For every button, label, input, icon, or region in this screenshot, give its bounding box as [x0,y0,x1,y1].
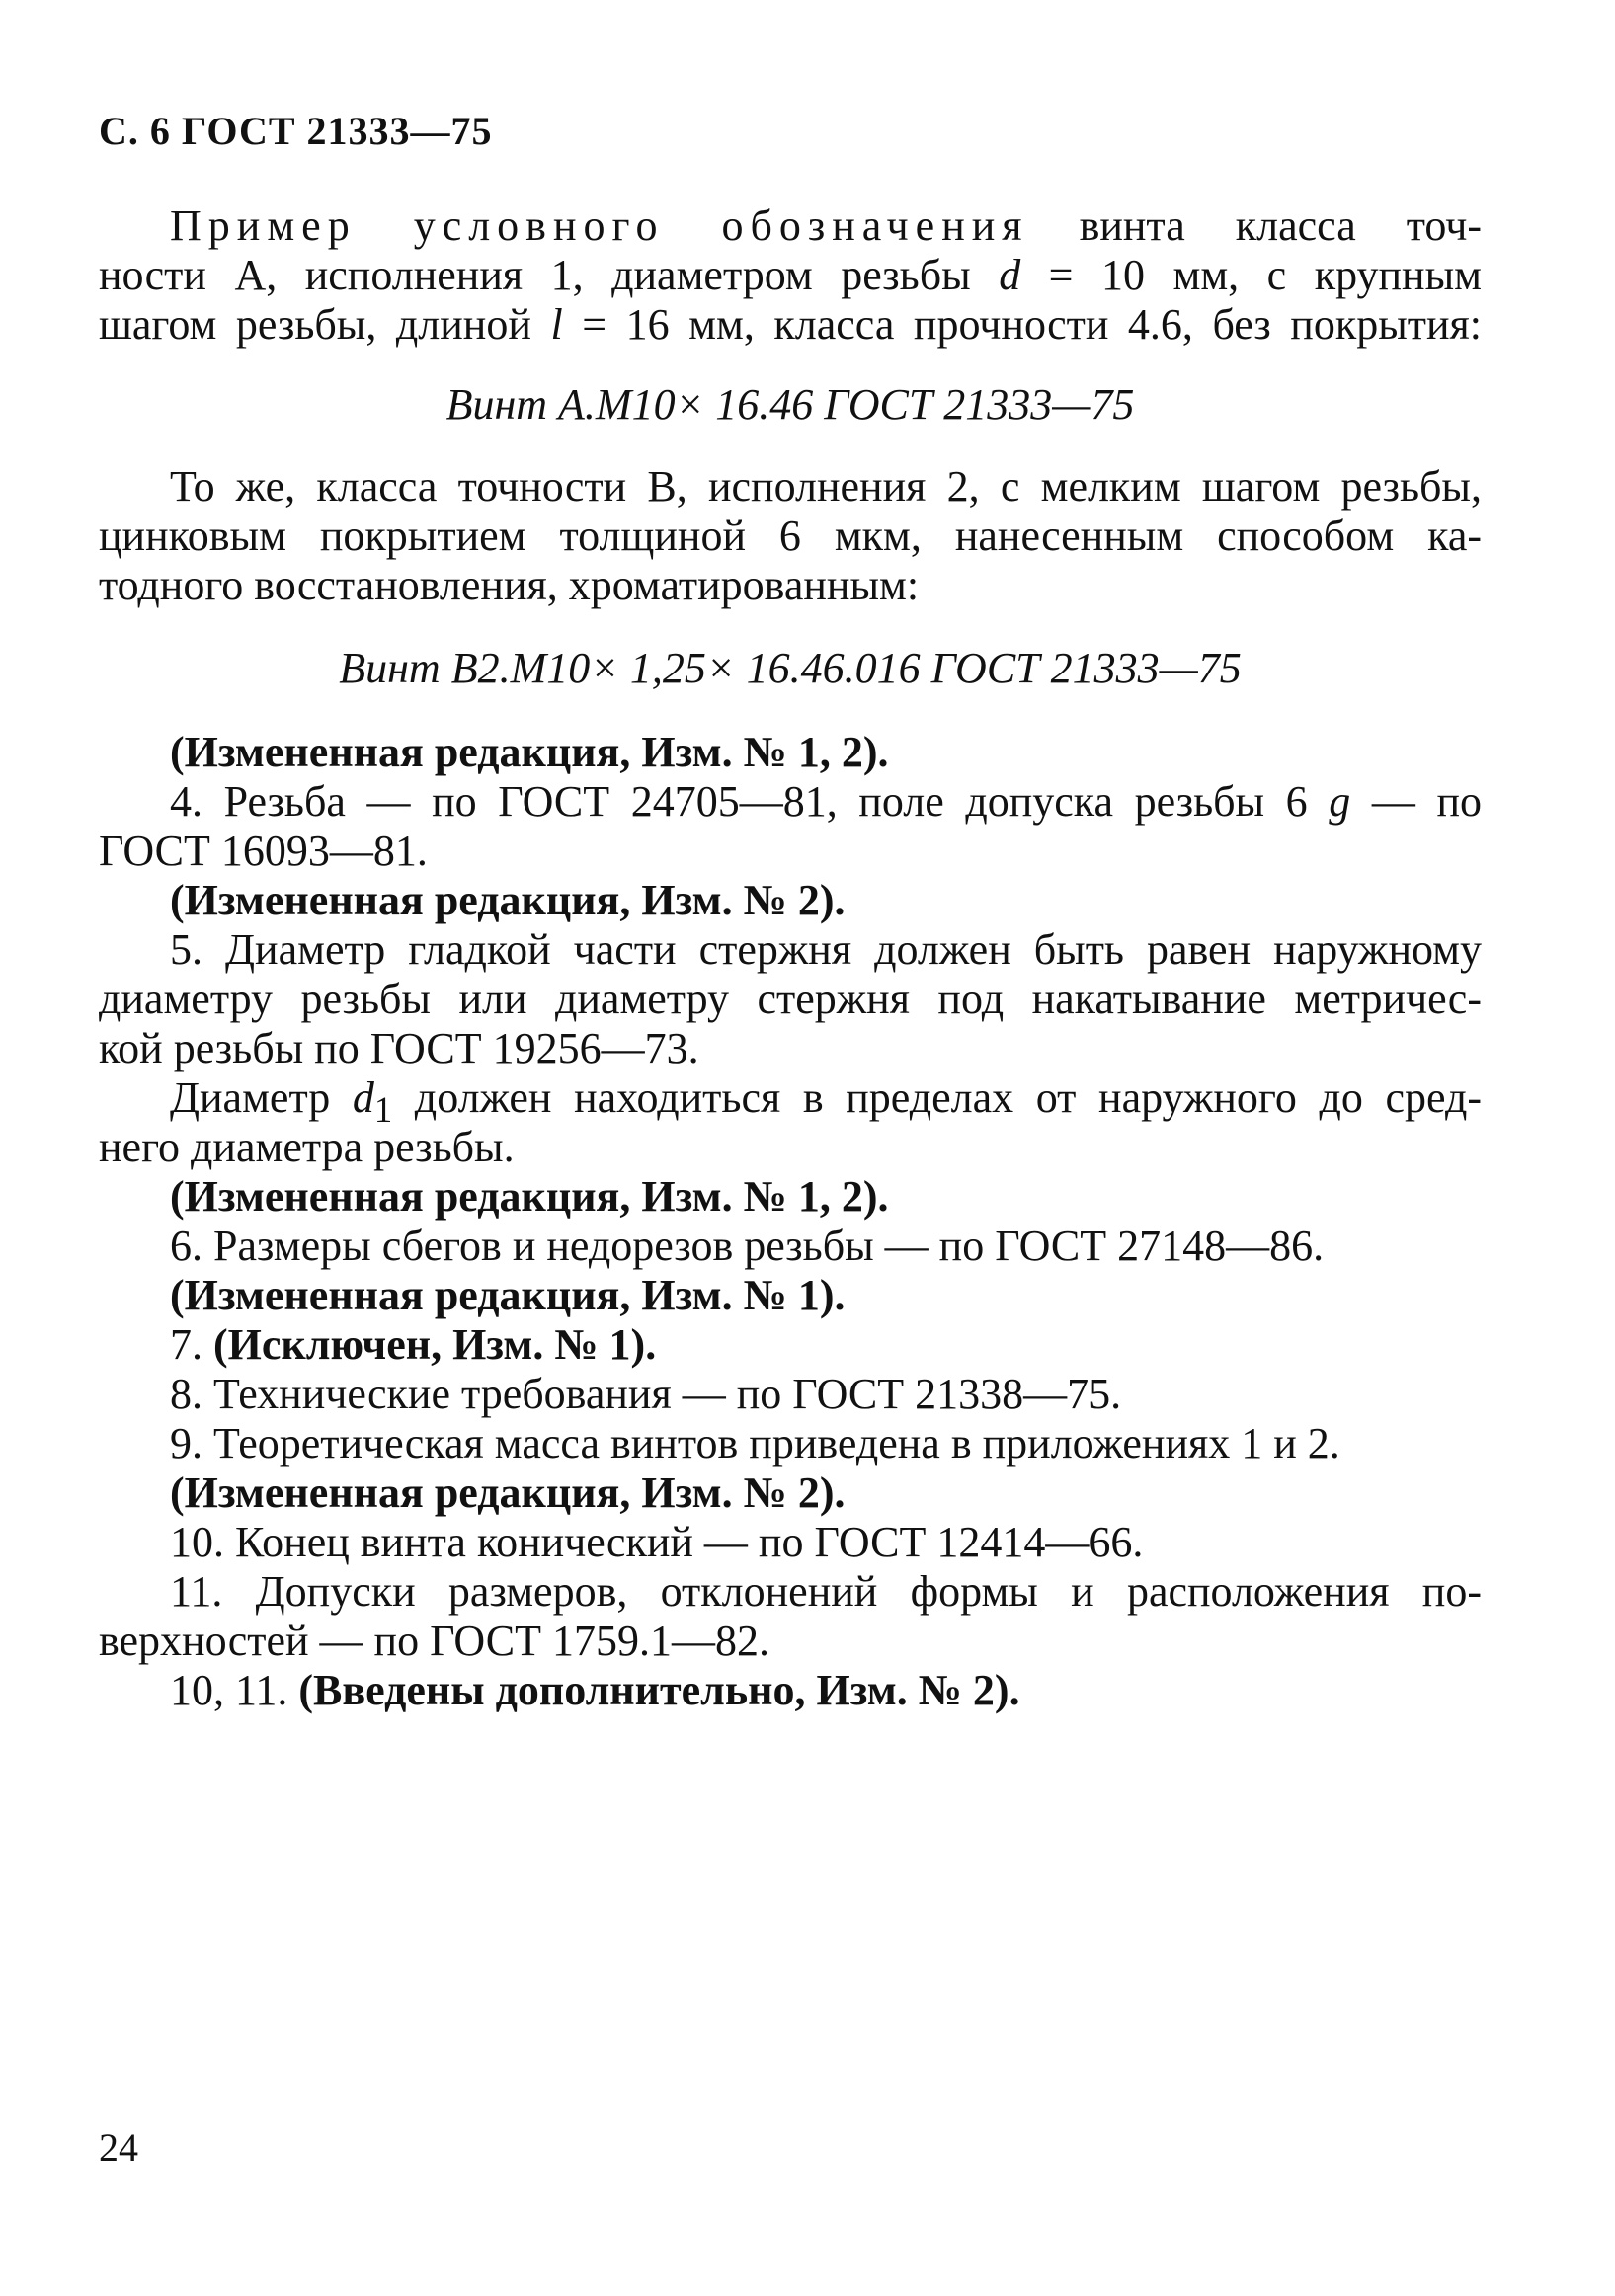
clause-6: 6. Размеры сбегов и недорезов резьбы — по ГОСТ 27148—86. [170,1222,1325,1270]
designation-example-1 [99,380,1482,430]
clause-4-line-1 [170,777,1482,827]
clause-5-line-1: 5. Диаметр гладкой части стержня должен быть равен наружному [170,925,1482,974]
page-number: 24 [99,2125,138,2170]
variable-g: g [1329,777,1351,826]
clause-11-line-1: 11. Допуски размеров, отклонений формы и расположения по- [170,1567,1482,1616]
designation-text: Винт В2.М10× 1,25× 16.46.016 ГОСТ 21333—75 [339,644,1242,692]
clause-11-line-2: верхностей — по ГОСТ 1759.1—82. [99,1617,769,1665]
clause-4-line-2: ГОСТ 16093—81. [99,827,428,875]
text-fragment: шагом резьбы, длиной [99,300,551,349]
example2-line-3: тодного восстановления, хроматированным: [99,561,920,609]
example-line-2 [99,251,1482,300]
example2-line-2: цинковым покрытием толщиной 6 мкм, нанесенным способом ка- [99,512,1482,560]
amendment-note-4: (Измененная редакция, Изм. № 1). [170,1271,846,1319]
designation-example-2 [99,644,1482,693]
text-fragment: 4. Резьба — по ГОСТ 24705—81, поле допуска резьбы 6 [170,777,1330,826]
variable-l: l [550,300,563,349]
text-fragment: — по [1350,777,1482,826]
clause-10: 10. Конец винта конический — по ГОСТ 12414—66. [170,1518,1144,1566]
amendment-note-1: (Измененная редакция, Изм. № 1, 2). [170,728,889,776]
text-fragment: Диаметр [170,1073,353,1122]
amendment-note-3: (Измененная редакция, Изм. № 1, 2). [170,1172,889,1221]
clause-7 [170,1320,1482,1370]
clause-10-11-note [170,1666,1482,1715]
clause-5-diameter-line-2: него диаметра резьбы. [99,1123,515,1171]
added-note: (Введены дополнительно, Изм. № 2). [298,1666,1020,1714]
variable-d: d [999,251,1021,299]
example2-line-1: То же, класса точности В, исполнения 2, с мелким шагом резьбы, [170,462,1482,511]
amendment-note-5: (Измененная редакция, Изм. № 2). [170,1468,846,1517]
clause-5-line-3: кой резьбы по ГОСТ 19256—73. [99,1024,699,1072]
subscript: 1 [373,1088,393,1130]
clause-number: 7. [170,1320,213,1369]
text-fragment: должен находиться в пределах от наружного до сред- [392,1073,1482,1122]
clause-5-line-2: диаметру резьбы или диаметру стержня под накатывание метричес- [99,975,1482,1023]
text-fragment: ности А, исполнения 1, диаметром резьбы [99,251,1000,299]
text-fragment: = 16 мм, класса прочности 4.6, без покрытия: [562,300,1482,349]
page-header: С. 6 ГОСТ 21333—75 [99,109,493,153]
text-fragment: = 10 мм, с крупным [1020,251,1483,299]
example-intro-line [170,201,1482,251]
excluded-note: (Исключен, Изм. № 1). [213,1320,657,1369]
example-line-3 [99,300,1482,350]
clause-number: 10, 11. [170,1666,299,1714]
clause-8: 8. Технические требования — по ГОСТ 21338—75. [170,1370,1122,1418]
example-intro-rest: винта класса точ- [1079,201,1483,250]
example-intro-spaced: Пример условного обозначения [170,201,1029,250]
amendment-note-2: (Измененная редакция, Изм. № 2). [170,876,846,924]
clause-9: 9. Теоретическая масса винтов приведена в приложениях 1 и 2. [170,1419,1340,1467]
variable-d1: d [352,1073,374,1122]
designation-text: Винт А.М10× 16.46 ГОСТ 21333—75 [445,380,1135,429]
